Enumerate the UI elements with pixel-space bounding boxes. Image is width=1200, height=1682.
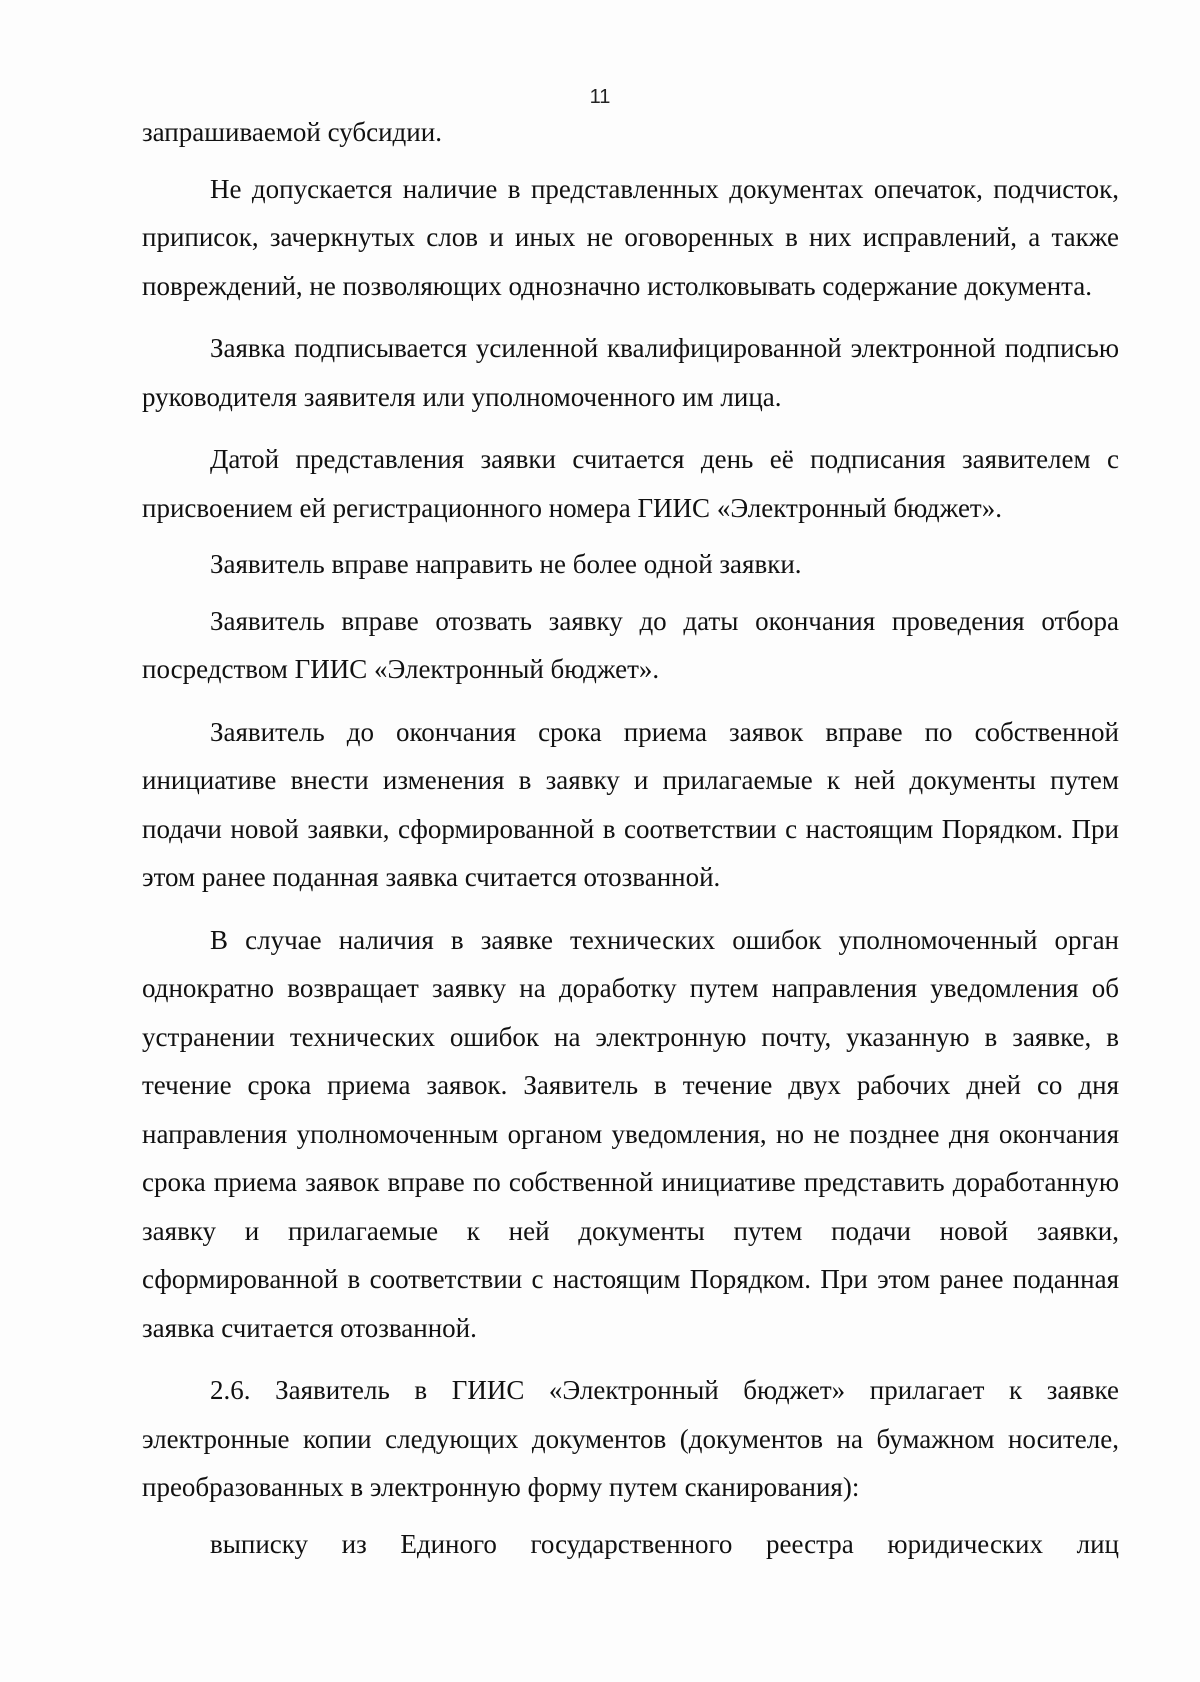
paragraph-signature: Заявка подписывается усиленной квалифицированной электронной подписью руководителя заявителя или уполномоченного им лица. — [142, 333, 1119, 412]
paragraph-no-typos: Не допускается наличие в представленных документах опечаток, подчисток, приписок, зачеркнутых слов и иных не оговоренных в них исправлений, а также повреждений, не позволяющих однозначно истолковывать содержание документа. — [142, 173, 1119, 301]
document-body — [142, 108, 1119, 1568]
paragraph-continuation: запрашиваемой субсидии. — [142, 117, 442, 147]
paragraph-changes: Заявитель до окончания срока приема заявок вправе по собственной инициативе внести изменения в заявку и прилагаемые к ней документы путем подачи новой заявки, сформированной в соответствии с настоящим Порядком. При этом ранее поданная заявка считается отозванной. — [142, 716, 1119, 892]
paragraph-egrul-extract: выписку из Единого государственного реестра юридических лиц — [210, 1528, 1119, 1559]
paragraph-technical-errors: В случае наличия в заявке технических ошибок уполномоченный орган однократно возвращает заявку на доработку путем направления уведомления об устранении технических ошибок на электронную почту, указанную в заявке, в течение срока приема заявок. Заявитель в течение двух рабочих дней со дня направления уполномоченным органом уведомления, но не позднее дня окончания срока приема заявок вправе по собственной инициативе представить доработанную заявку и прилагаемые к ней документы путем подачи новой заявки, сформированной в соответствии с настоящим Порядком. При этом ранее поданная заявка считается отозванной. — [142, 924, 1119, 1343]
paragraph-section-2-6: 2.6. Заявитель в ГИИС «Электронный бюджет» прилагает к заявке электронные копии следующих документов (документов на бумажном носителе, преобразованных в электронную форму путем сканирования): — [142, 1375, 1119, 1502]
paragraph-submission-date: Датой представления заявки считается день её подписания заявителем с присвоением ей регистрационного номера ГИИС «Электронный бюджет». — [142, 444, 1119, 523]
paragraph-one-application: Заявитель вправе направить не более одной заявки. — [210, 549, 802, 579]
paragraph-withdraw: Заявитель вправе отозвать заявку до даты окончания проведения отбора посредством ГИИС «Электронный бюджет». — [142, 605, 1119, 684]
page-number: 11 — [589, 86, 611, 108]
